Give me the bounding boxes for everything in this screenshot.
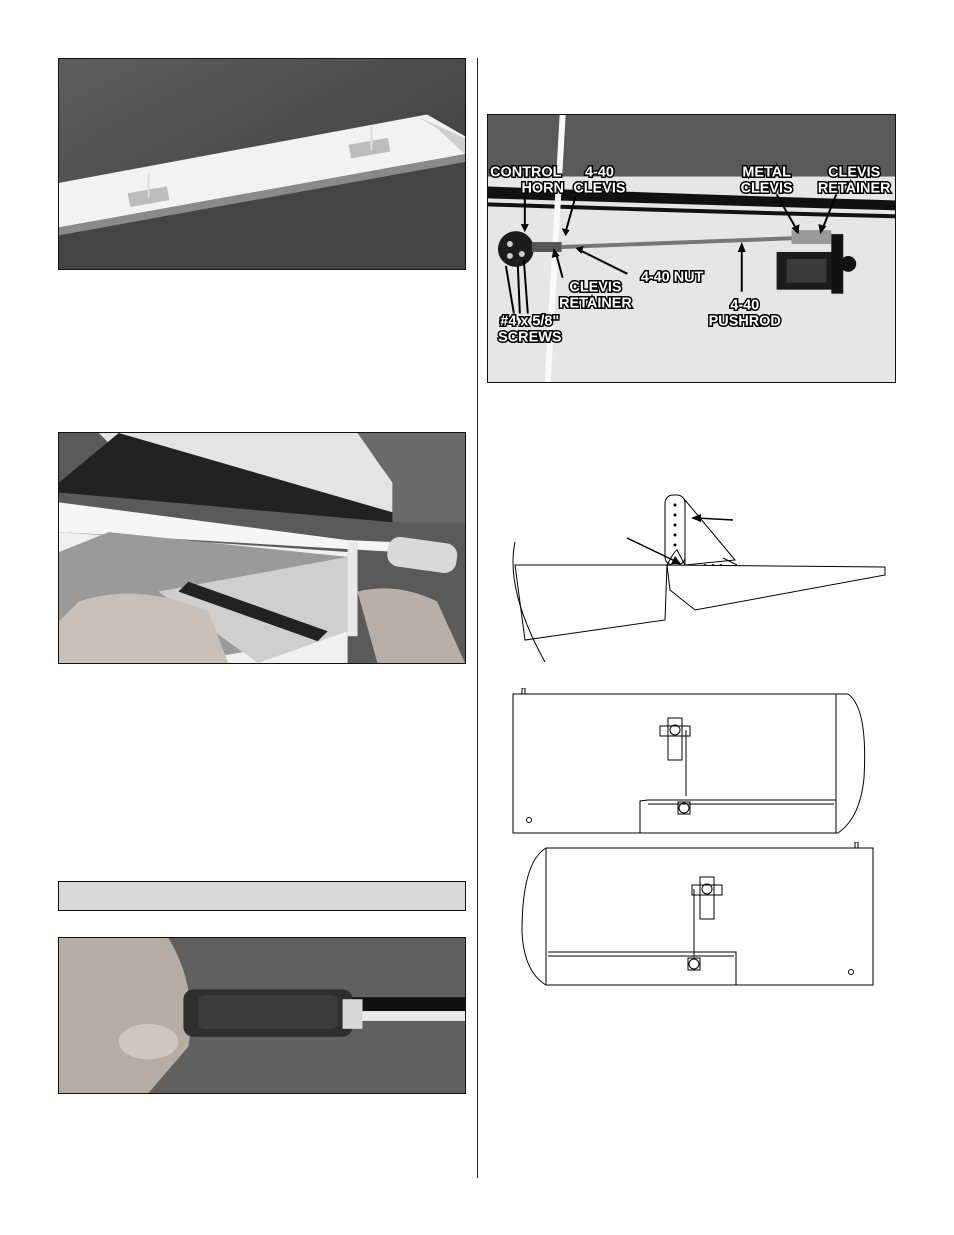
photo-linkage-labeled bbox=[487, 114, 896, 383]
label-screws-2: SCREWS bbox=[498, 329, 562, 346]
column-divider bbox=[477, 58, 478, 1178]
label-control-horn-1: CONTROL bbox=[490, 164, 562, 181]
label-clevis-retainer-r2: RETAINER bbox=[817, 180, 891, 197]
photo-servo-lead-connector bbox=[58, 937, 466, 1094]
control-horn bbox=[498, 231, 534, 267]
label-control-horn-2: HORN bbox=[521, 180, 564, 197]
label-clevis-440-2: CLEVIS bbox=[573, 180, 626, 197]
label-screws-1: #4 x 5/8" bbox=[500, 313, 560, 330]
label-nut-440: 4-40 NUT bbox=[640, 269, 704, 286]
section-header-bar bbox=[58, 881, 466, 911]
label-metal-clevis-1: METAL bbox=[742, 164, 791, 181]
label-pushrod-2: PUSHROD bbox=[708, 313, 781, 330]
label-clevis-440-1: 4-40 bbox=[585, 164, 614, 181]
diagram-wing-panel-left bbox=[508, 688, 870, 836]
photo-hinge-edge bbox=[58, 58, 466, 270]
label-clevis-retainer-l1: CLEVIS bbox=[569, 279, 622, 296]
label-pushrod-1: 4-40 bbox=[730, 297, 760, 314]
diagram-control-horn-side bbox=[505, 490, 895, 665]
photo-glue-hinge bbox=[58, 432, 466, 664]
label-clevis-retainer-r1: CLEVIS bbox=[828, 164, 881, 181]
diagram-wing-panel-right bbox=[518, 842, 880, 990]
label-metal-clevis-2: CLEVIS bbox=[740, 180, 793, 197]
label-clevis-retainer-l2: RETAINER bbox=[559, 295, 632, 312]
